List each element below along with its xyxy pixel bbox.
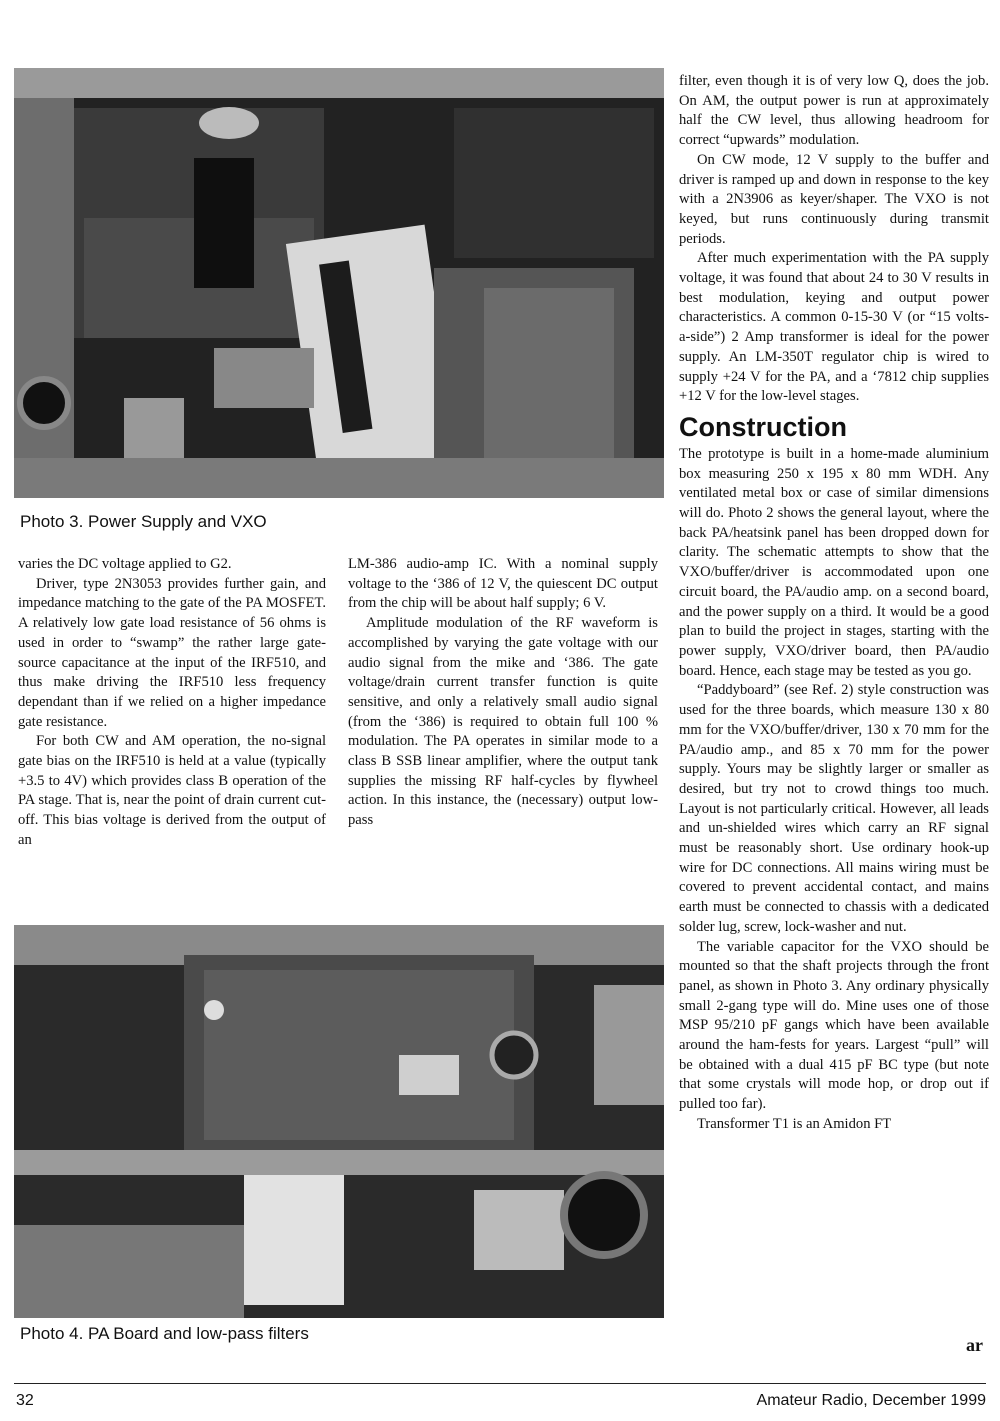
- photo-3-caption: Photo 3. Power Supply and VXO: [20, 512, 267, 531]
- paragraph: LM-386 audio-amp IC. With a nominal supply voltage to the ‘386 of 12 V, the quiescent DC output from the chip will be about half supply; 6 V.: [348, 556, 658, 612]
- page-number: 32: [16, 1392, 34, 1409]
- column-middle: [348, 555, 658, 831]
- column-right: [679, 72, 989, 1135]
- paragraph: On CW mode, 12 V supply to the buffer and driver is ramped up and down in response to the key with a 2N3906 as keyer/shaper. The VXO is not keyed, but runs continuously during transmit periods.: [679, 151, 989, 247]
- publication-title: Amateur Radio, December 1999: [756, 1392, 986, 1409]
- paragraph: Driver, type 2N3053 provides further gain, and impedance matching to the gate of the PA MOSFET. A relatively low gate load resistance of 56 ohms is used in order to “swamp” the rather large gate-source capacitance at the input of the IRF510, and thus make driving the IRF510 less frequency dependant than if we relied on a higher impedance gate resistance.: [18, 575, 326, 730]
- paragraph: filter, even though it is of very low Q, does the job. On AM, the output power is run at approximately half the CW level, thus allowing headroom for correct “upwards” modulation.: [679, 73, 989, 149]
- paragraph: After much experimentation with the PA supply voltage, it was found that about 24 to 30 V results in best modulation, keying and output power characteristics. A common 0-15-30 V (or “15 volts-a-side”) 2 Amp transformer is ideal for the power supply. An LM-350T regulator chip is wired to supply +24 V for the PA, and a ‘7812 chip supplies +12 V for the low-level stages.: [679, 250, 989, 405]
- paragraph: Transformer T1 is an Amidon FT: [697, 1115, 892, 1132]
- paragraph: The prototype is built in a home-made aluminium box measuring 250 x 195 x 80 mm WDH. Any ventilated metal box or case of similar dimensions will do. Photo 2 shows the general layout, where the back PA/heatsink panel has been dropped down for clarity. The schematic attempts to show that the VXO/buffer/driver is accommodated upon one circuit board, the PA/audio amp. on a second board, and the power supply on a third. It would be a good plan to build the project in stages, starting with the power supply, VXO/driver board, then PA/audio board. Hence, each stage may be tested as you go.: [679, 445, 989, 679]
- photo-4-pa-board: [14, 925, 664, 1318]
- paragraph: “Paddyboard” (see Ref. 2) style construction was used for the three boards, which measure 130 x 80 mm for the VXO/buffer/driver, 130 x 70 mm for the PA/audio amp., and 85 x 70 mm for the power supply. Yours may be slightly larger or smaller as desired, but try not to crowd things too much. Layout is not particularly critical. However, all leads and un-shielded wires which carry an RF signal must be reasonably short. Use ordinary hook-up wire for DC connections. All mains wiring must be covered to prevent accidental contact, and mains earth must be connected to chassis with a dedicated solder lug, screw, lock-washer and nut.: [679, 682, 989, 935]
- section-heading: Construction: [679, 411, 847, 442]
- end-mark: ar: [966, 1335, 983, 1355]
- paragraph: The variable capacitor for the VXO should be mounted so that the shaft projects through the front panel, as shown in Photo 3. Any ordinary physically small 2-gang type will do. Mine uses one of those MSP 95/210 pF gangs which have been available around the ham-fests for years. Largest “pull” will be obtained with a dual 415 pF BC type (but note that some crystals will mode hop, or drop out if pulled too far).: [679, 938, 989, 1113]
- paragraph: Amplitude modulation of the RF waveform is accomplished by varying the gate voltage with our audio signal from the mike and ‘386. The gate voltage/drain current transfer function is quite sensitive, and only a relatively small audio signal (from the ‘386) is required to obtain full 100 % modulation. The PA operates in similar mode to a class B SSB linear amplifier, where the output tank supplies the missing RF half-cycles by flywheel action. In this instance, the (necessary) output low-pass: [348, 615, 658, 829]
- footer-rule: [14, 1383, 986, 1384]
- column-left: [18, 555, 326, 851]
- paragraph: For both CW and AM operation, the no-signal gate bias on the IRF510 is held at a value (typically +3.5 to 4V) which provides class B operation of the PA stage. That is, near the point of drain current cut-off. This bias voltage is derived from the output of an: [18, 733, 326, 848]
- photo-4-caption: Photo 4. PA Board and low-pass filters: [20, 1324, 309, 1343]
- paragraph: varies the DC voltage applied to G2.: [18, 556, 232, 572]
- photo-3-power-supply: [14, 68, 664, 498]
